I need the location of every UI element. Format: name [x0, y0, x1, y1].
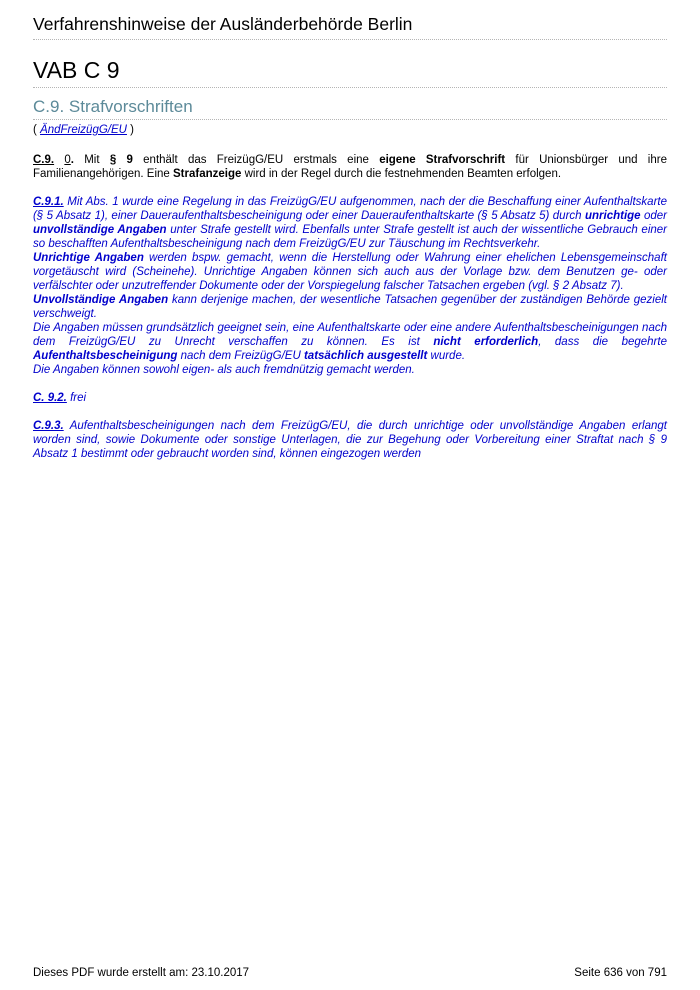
amend-open: ( [33, 124, 41, 136]
intro-number: 0 [64, 154, 71, 166]
section-divider [33, 119, 667, 120]
intro-bold-1: § 9 [109, 154, 133, 166]
site-title: Verfahrenshinweise der Ausländerbehörde Berlin [33, 14, 413, 34]
c91-ref-link[interactable]: C.9.1. [33, 196, 64, 208]
footer-page-number: Seite 636 von 791 [574, 967, 667, 979]
c92-paragraph [33, 391, 667, 405]
c91-text: unter Strafe gestellt wird. Ebenfalls unter Strafe gestellt ist auch der wissentliche Gebrauch einer so beschafften Aufenthaltsbescheinigung nach dem FreizügG/EU zur Täuschung im Rechtsverkehr. [33, 224, 667, 250]
c91-bold: Unrichtige Angaben [33, 252, 144, 264]
c91-paragraph-4 [33, 321, 667, 363]
c93-text: Aufenthaltsbescheinigungen nach dem FreizügG/EU, die durch unrichtige oder unvollständige Angaben erlangt worden sind, sowie Dokumente oder sonstige Unterlagen, die zur Begehung oder Vorbereitung einer Straftat nach § 9 Absatz 1 bestimmt oder gebraucht worden sind, können eingezogen werden [33, 420, 667, 460]
intro-text-2: enthält das FreizügG/EU erstmals eine [132, 154, 380, 166]
intro-paragraph [33, 153, 667, 181]
intro-bold-3: Strafanzeige [173, 168, 242, 180]
c93-ref-link[interactable]: C.9.3. [33, 420, 64, 432]
document-title: VAB C 9 [33, 57, 120, 83]
amendment-link[interactable]: ÄndFreizügG/EU [40, 124, 127, 136]
c93-paragraph [33, 419, 667, 461]
section-title: C.9. Strafvorschriften [33, 97, 193, 116]
c91-bold: tatsächlich ausgestellt [303, 350, 428, 362]
c91-bold: Aufenthaltsbescheinigung [33, 350, 178, 362]
intro-dot: . [70, 154, 74, 166]
c91-bold: unvollständige Angaben [33, 224, 167, 236]
intro-text-4: wird in der Regel durch die festnehmenden Beamten erfolgen. [241, 168, 562, 180]
c91-text: Die Angaben können sowohl eigen- als auch fremdnützig gemacht werden. [33, 364, 415, 376]
c91-text: Mit Abs. 1 wurde eine Regelung in das FreizügG/EU aufgenommen, nach der die Beschaffung einer Aufenthaltskarte (§ 5 Absatz 1), einer Daueraufenthaltsbescheinigung oder einer Daueraufenthaltskarte (§ 5 Absatz 5) durch [33, 196, 667, 222]
c91-paragraph-1 [33, 195, 667, 251]
section-c91 [33, 195, 667, 377]
section-c93 [33, 419, 667, 461]
c91-text: kann derjenige machen, der wesentliche Tatsachen gegenüber der zuständigen Behörde gezielt verschweigt. [33, 294, 668, 320]
footer-created-date: Dieses PDF wurde erstellt am: 23.10.2017 [33, 967, 250, 979]
title-divider [33, 87, 667, 88]
intro-bold-2: eigene Strafvorschrift [379, 154, 506, 166]
c91-bold: nicht erforderlich [433, 336, 539, 348]
c91-text: nach dem FreizügG/EU [177, 350, 304, 362]
intro-text-3: für Unionsbürger und ihre Familienangehörigen. Eine [33, 154, 667, 180]
header-divider [33, 39, 667, 40]
c92-ref-link[interactable]: C. 9.2. [33, 392, 67, 404]
c91-text: , dass die begehrte [538, 336, 667, 348]
section-c92 [33, 391, 667, 405]
c91-text: oder [640, 210, 667, 222]
intro-text-1: Mit [73, 154, 110, 166]
c91-bold: unrichtige [584, 210, 641, 222]
amend-close: ) [126, 124, 134, 136]
c91-text: wurde. [427, 350, 466, 362]
c91-paragraph-2 [33, 251, 667, 293]
c91-bold: Unvollständige Angaben [33, 294, 169, 306]
amendment-reference [33, 123, 667, 137]
c92-text: frei [66, 392, 87, 404]
intro-ref-link[interactable]: C.9. [33, 154, 55, 166]
document-page [33, 0, 667, 461]
c91-paragraph-3 [33, 293, 667, 321]
c91-paragraph-5 [33, 363, 667, 377]
c91-text: werden bspw. gemacht, wenn die Herstellung oder Wahrung einer ehelichen Lebensgemeinschaft vorgetäuscht wird (Scheinehe). Unrichtige Angaben können sich auch aus der Vorlage bzw. dem Benutzen ge- oder verfälschter oder unzutreffender Dokumente oder der Vorspiegelung falscher Tatsachen ergeben (vgl. § 2 Absatz 7). [33, 252, 667, 292]
c91-text: Die Angaben müssen grundsätzlich geeignet sein, eine Aufenthaltskarte oder eine andere Aufenthaltsbescheinigungen nach dem FreizügG/EU zu Unrecht verschaffen zu können. Es ist [33, 322, 667, 348]
